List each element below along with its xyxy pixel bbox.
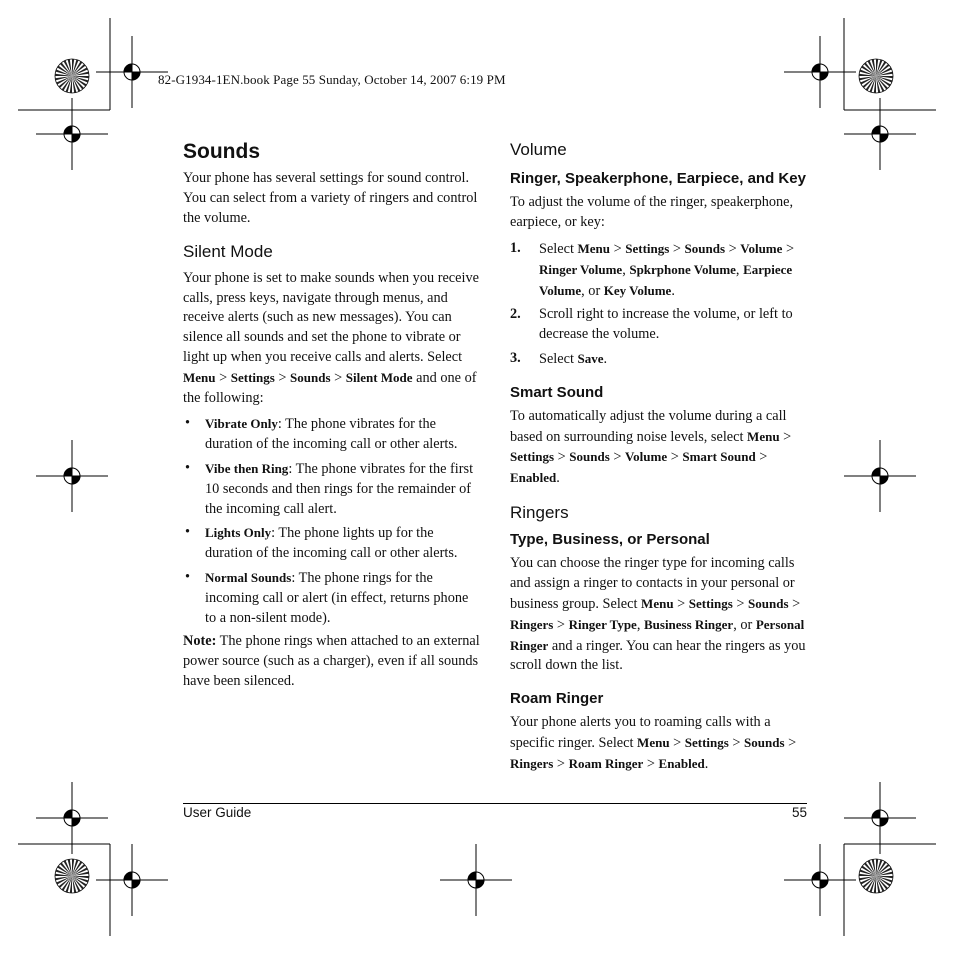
footer-rule [183, 803, 807, 804]
step-number: 1. [510, 239, 521, 256]
registration-target-icon [36, 98, 108, 170]
ringer-type-text: You can choose the ringer type for incoming calls and assign a ringer to contacts in your personal or business group. Select [510, 555, 795, 612]
punctuation: , or [733, 616, 753, 633]
registration-target-icon [784, 844, 856, 916]
option-spkrphone-volume: Spkrphone Volume [629, 261, 736, 277]
note-paragraph [183, 632, 481, 691]
note-label: Note: [183, 633, 217, 650]
step-item [510, 349, 810, 370]
silent-mode-options [183, 414, 481, 628]
option-earpiece-volume: Earpiece Volume [539, 261, 793, 298]
starburst-mark-icon [859, 59, 893, 93]
menu-path-volume: Volume [624, 449, 668, 465]
starburst-mark-icon [859, 859, 893, 893]
right-column [510, 140, 810, 781]
menu-path-settings: Settings [684, 734, 729, 750]
menu-path-menu: Menu [577, 240, 611, 256]
registration-target-icon [440, 844, 512, 916]
path-separator: > [728, 240, 737, 257]
volume-heading: Volume [510, 140, 567, 159]
menu-path-menu: Menu [183, 369, 216, 385]
ringer-type-paragraph: You can choose the ringer type for incoming calls and assign a ringer to contacts in your personal or business group. Select Menu > Settings > Sounds > Ringers > Ringer Type, Business Ringer, or Personal Ringer and a ringer. You can hear the ringers as you scroll down the list. [510, 555, 806, 674]
menu-path-silent-mode: Silent Mode [345, 369, 413, 385]
option-term: Vibrate Only [205, 416, 278, 432]
left-column [183, 140, 481, 698]
path-separator: > [785, 240, 795, 257]
list-item [183, 523, 481, 564]
list-item [183, 414, 481, 455]
step-item [510, 305, 810, 345]
option-description: : The phone rings for the incoming call or alert (in effect, returns phone to a non-silent mode). [205, 570, 469, 626]
ringers-heading: Ringers [510, 502, 569, 522]
menu-path-menu: Menu [747, 428, 780, 444]
path-separator: > [219, 369, 228, 386]
volume-steps [510, 239, 810, 370]
menu-path-sounds: Sounds [744, 734, 785, 750]
smart-sound-heading: Smart Sound [510, 383, 604, 401]
note-text: The phone rings when attached to an external power source (such as a charger), even if all sounds have been silenced. [183, 633, 480, 690]
menu-path-menu: Menu [641, 595, 674, 611]
silent-mode-paragraph [183, 269, 481, 409]
ringer-type-tail: and a ringer. You can hear the ringers as you scroll down the list. [510, 637, 806, 674]
page-title: Sounds [183, 140, 260, 163]
option-term: Normal Sounds [205, 570, 292, 586]
menu-path-settings: Settings [230, 369, 275, 385]
option-ringer-volume: Ringer Volume [539, 261, 623, 277]
smart-sound-paragraph: To automatically adjust the volume during a call based on surrounding noise levels, select Menu > Settings > Sounds > Volume > Smart Sound > Enabled. [510, 407, 792, 487]
menu-path-settings: Settings [688, 595, 733, 611]
step-text: Scroll right to increase the volume, or left to decrease the volume. [539, 306, 793, 343]
option-personal-ringer: Personal Ringer [510, 616, 805, 653]
registration-target-icon [96, 844, 168, 916]
menu-path-sounds: Sounds [290, 369, 331, 385]
menu-path-enabled: Enabled [510, 470, 557, 486]
print-slug: 82-G1934-1EN.book Page 55 Sunday, October 14, 2007 6:19 PM [158, 72, 506, 87]
step-item [510, 239, 810, 301]
intro-paragraph: Your phone has several settings for sound control. You can select from a variety of ringers and control the volume. [183, 170, 478, 226]
menu-path-smart-sound: Smart Sound [682, 449, 756, 465]
menu-path-sounds: Sounds [748, 595, 789, 611]
starburst-mark-icon [55, 59, 89, 93]
menu-path-settings: Settings [625, 240, 670, 256]
punctuation: , [622, 261, 626, 278]
roam-ringer-paragraph: Your phone alerts you to roaming calls with a specific ringer. Select Menu > Settings > Sounds > Ringers > Roam Ringer > Enabled. [510, 714, 797, 772]
list-item [183, 459, 481, 519]
smart-sound-text: To automatically adjust the volume during a call based on surrounding noise levels, select [510, 407, 787, 445]
silent-mode-heading: Silent Mode [183, 242, 273, 262]
volume-subheading: Ringer, Speakerphone, Earpiece, and Key [510, 170, 806, 188]
punctuation: , [735, 261, 740, 278]
option-term: Lights Only [205, 525, 272, 541]
option-business-ringer: Business Ringer [643, 616, 734, 632]
option-term: Vibe then Ring [205, 461, 289, 477]
step-number: 3. [510, 349, 521, 366]
registration-target-icon [844, 440, 916, 512]
punctuation: . [671, 282, 675, 299]
volume-intro: To adjust the volume of the ringer, speakerphone, earpiece, or key: [510, 194, 794, 231]
registration-target-icon [844, 98, 916, 170]
punctuation: . [603, 350, 608, 367]
punctuation: , or [581, 282, 601, 299]
menu-path-enabled: Enabled [658, 755, 705, 771]
option-description: : The phone lights up for the duration of the incoming call or other alerts. [205, 525, 458, 562]
silent-mode-tail: and one of the following: [183, 369, 477, 406]
type-business-personal-heading: Type, Business, or Personal [510, 531, 710, 549]
footer-title: User Guide [183, 805, 252, 820]
page-number: 55 [791, 805, 807, 820]
roam-ringer-text: Your phone alerts you to roaming calls with a specific ringer. Select [510, 714, 771, 751]
menu-path-ringers: Ringers [510, 755, 554, 771]
option-ringer-type: Ringer Type [568, 616, 637, 632]
menu-path-menu: Menu [637, 734, 670, 750]
option-description: : The phone vibrates for the first 10 seconds and then rings for the remainder of the incoming call alert. [205, 461, 474, 517]
step-text: Select [539, 350, 574, 367]
registration-target-icon [784, 36, 856, 108]
menu-path-settings: Settings [510, 449, 555, 465]
silent-mode-text: Your phone is set to make sounds when you receive calls, press keys, navigate through menus, and receive alerts (such as new messages). You can silence all sounds and set the phone to vibrate or light up when you receive calls and alerts. Select [183, 269, 479, 366]
registration-target-icon [844, 782, 916, 854]
path-separator: > [613, 240, 622, 257]
path-separator: > [278, 369, 287, 386]
path-separator: > [334, 369, 343, 386]
menu-path-roam-ringer: Roam Ringer [568, 755, 644, 771]
registration-target-icon [36, 782, 108, 854]
menu-path-sounds: Sounds [684, 240, 726, 256]
menu-path-ringers: Ringers [510, 616, 554, 632]
list-item [183, 568, 481, 628]
option-save: Save [577, 350, 604, 366]
menu-path-sounds: Sounds [569, 449, 610, 465]
step-text: Select [539, 240, 574, 257]
option-description: : The phone vibrates for the duration of the incoming call or other alerts. [205, 416, 458, 453]
roam-ringer-heading: Roam Ringer [510, 690, 604, 708]
path-separator: > [672, 240, 681, 257]
menu-path-volume: Volume [740, 240, 783, 256]
registration-target-icon [36, 440, 108, 512]
starburst-mark-icon [55, 859, 89, 893]
step-number: 2. [510, 306, 521, 323]
option-key-volume: Key Volume [603, 282, 672, 298]
